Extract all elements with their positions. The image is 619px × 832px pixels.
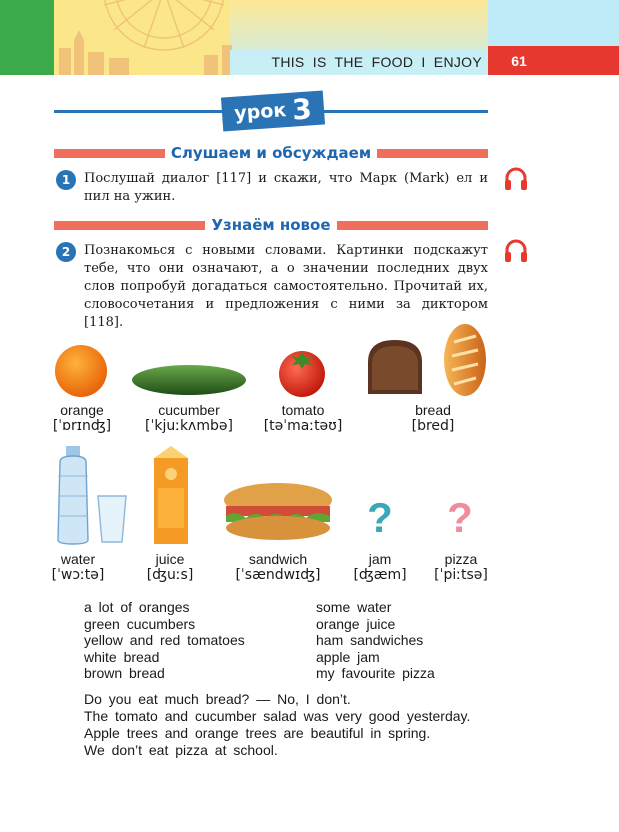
phrase-item: green cucumbers bbox=[84, 615, 196, 632]
vocab-word-orange: orange bbox=[60, 402, 104, 418]
header-green-block bbox=[0, 0, 54, 75]
task-text-2: Познакомься с новыми словами. Картинки подскажут тебе, что они означают, а о значении последних двух слов попробуй догадаться самостоятельно. Прочитай их, словосочетания и предложения с ними за диктором [118]. bbox=[84, 243, 488, 330]
sentence-item: Do you eat much bread? — No, I don’t. bbox=[84, 691, 351, 707]
juice-carton-picture bbox=[150, 444, 192, 546]
vocab-transcription-pizza: [ˈpiːtsə] bbox=[434, 567, 488, 583]
phrase-item: a lot of oranges bbox=[84, 599, 190, 615]
pizza-question-mark: ? bbox=[447, 494, 473, 541]
vocab-transcription-orange: [ˈɒrɪnʤ] bbox=[52, 418, 112, 434]
brown-bread-picture bbox=[364, 336, 426, 398]
vocab-word-water: water bbox=[60, 551, 96, 567]
phrases-right-column bbox=[316, 599, 488, 682]
example-sentences bbox=[84, 691, 488, 759]
jam-question-mark: ? bbox=[367, 494, 393, 541]
sentence-item: Apple trees and orange trees are beautiful in spring. bbox=[84, 725, 431, 741]
phrase-item: some water bbox=[316, 599, 392, 615]
vocab-word-bread: bread bbox=[415, 402, 451, 418]
vocab-transcription-sandwich: [ˈsændwɪʤ] bbox=[235, 567, 321, 583]
chapter-title: THIS IS THE FOOD I ENJOY bbox=[271, 54, 482, 70]
phrases-left-column bbox=[84, 599, 304, 682]
section-title-listen: Слушаем и обсуждаем bbox=[165, 143, 377, 163]
vocab-word-sandwich: sandwich bbox=[248, 551, 308, 567]
sentence-item: We don’t eat pizza at school. bbox=[84, 742, 278, 758]
section-title-learn: Узнаём новое bbox=[205, 215, 336, 235]
phrase-item: orange juice bbox=[316, 615, 396, 632]
sentence-item: The tomato and cucumber salad was very good yesterday. bbox=[84, 708, 471, 724]
vocab-word-jam: jam bbox=[368, 551, 392, 567]
orange-picture bbox=[54, 344, 108, 398]
vocab-transcription-jam: [ʤæm] bbox=[353, 567, 407, 583]
vocab-word-tomato: tomato bbox=[281, 402, 325, 418]
water-bottle-picture bbox=[54, 446, 130, 546]
phrase-item: apple jam bbox=[316, 648, 380, 665]
vocab-transcription-water: [ˈwɔːtə] bbox=[51, 567, 105, 583]
vocab-word-cucumber: cucumber bbox=[158, 402, 220, 418]
white-bread-picture bbox=[442, 322, 488, 398]
section-title-wrap bbox=[54, 143, 488, 163]
section-title-wrap-2 bbox=[54, 215, 488, 235]
page-number: 61 bbox=[511, 53, 527, 69]
task-number-1: 1 bbox=[56, 170, 76, 190]
phrase-item: brown bread bbox=[84, 665, 165, 681]
header-blue-block bbox=[488, 0, 619, 50]
ferris-wheel-illustration bbox=[54, 0, 254, 75]
phrase-item: white bread bbox=[84, 648, 160, 665]
task-text-1: Послушай диалог [117] и скажи, что Марк (Mark) ел и пил на ужин. bbox=[84, 171, 488, 204]
headphones-icon[interactable] bbox=[503, 166, 529, 192]
sandwich-picture bbox=[222, 480, 334, 542]
vocab-transcription-cucumber: [ˈkjuːkʌmbə] bbox=[145, 418, 233, 434]
vocab-transcription-juice: [ʤuːs] bbox=[146, 567, 194, 583]
task-number-2: 2 bbox=[56, 242, 76, 262]
lesson-badge bbox=[221, 90, 325, 131]
phrase-item: my favourite pizza bbox=[316, 665, 435, 681]
vocab-word-pizza: pizza bbox=[444, 551, 478, 567]
lesson-word: урок bbox=[233, 99, 287, 125]
vocab-word-juice: juice bbox=[155, 551, 185, 567]
phrase-item: yellow and red tomatoes bbox=[84, 632, 245, 648]
cucumber-picture bbox=[130, 362, 248, 398]
phrase-item: ham sandwiches bbox=[316, 632, 424, 648]
vocab-transcription-bread: [bred] bbox=[411, 418, 455, 434]
tomato-picture bbox=[276, 346, 328, 398]
headphones-icon[interactable] bbox=[503, 238, 529, 264]
vocab-transcription-tomato: [təˈmaːtəʊ] bbox=[263, 418, 343, 434]
lesson-number: 3 bbox=[291, 91, 313, 127]
